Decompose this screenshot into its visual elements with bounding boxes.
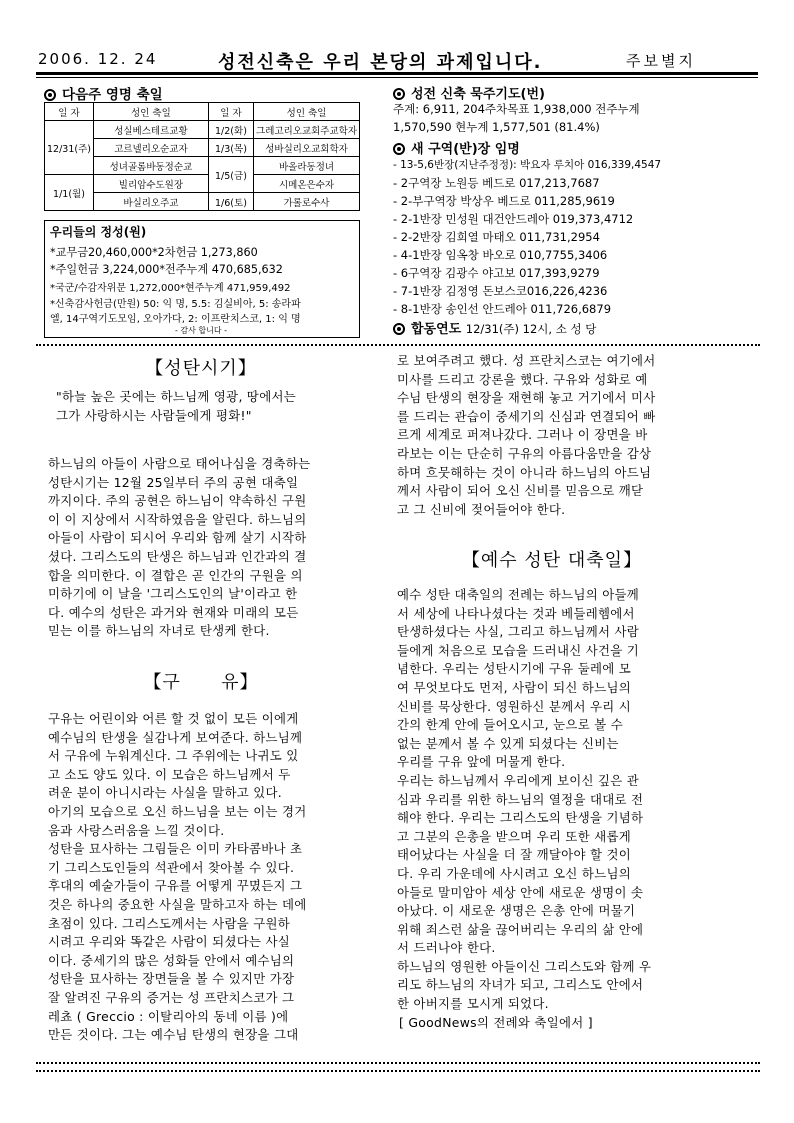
list-item: - 13-5,6반장(지난주정정): 박요자 루치아 016,339,4547 xyxy=(393,159,662,171)
saint-cell: 바실리오주교 xyxy=(93,193,208,211)
bullet-circle-icon xyxy=(393,323,405,335)
bullet-circle-icon xyxy=(44,89,56,101)
offering-title: 우리들의 정성(원) xyxy=(50,225,147,239)
bulletin-date: 2006. 12. 24 xyxy=(38,50,158,68)
text-line: 리도 하느님의 자녀가 되고, 그리스도 안에서 xyxy=(397,977,644,993)
text-line: 성탄을 묘사하는 장면들을 볼 수 있지만 가장 xyxy=(48,971,295,987)
text-line: 라보는 이는 단순히 구유의 아름다움만을 감상 xyxy=(397,445,652,461)
feast-heading-text: 다음주 영명 축일 xyxy=(62,87,163,103)
text-line: 간의 한계 안에 들어오시고, 눈으로 볼 수 xyxy=(397,717,623,733)
offering-line: *국군/수감자위문 1,272,000*현주누계 471,959,492 xyxy=(50,283,291,294)
offering-line: 엘, 14구역기도모임, 오아가다, 2: 이프란치스코, 1: 익 명 xyxy=(50,314,301,325)
text-line: 이다. 중세기의 많은 성화들 안에서 예수님의 xyxy=(48,952,295,968)
text-line: 성탄시기는 12월 25일부터 주의 공현 대축일 xyxy=(48,474,299,490)
prayer-line: 주계: 6,911, 204주차목표 1,938,000 전주누계 xyxy=(393,102,640,116)
district-heading-text: 새 구역(반)장 임명 xyxy=(411,142,520,157)
text-line: 아들로 말미암아 세상 안에 새로운 생명이 솟 xyxy=(397,884,644,900)
section-separator xyxy=(36,1062,760,1064)
text-line: 레쵸 ( Greccio : 이탈리아의 동네 이름 )에 xyxy=(48,1008,289,1024)
feast-heading xyxy=(44,83,163,103)
section-separator xyxy=(36,1070,760,1072)
text-line: 까지이다. 주의 공현은 하느님이 약속하신 구원 xyxy=(48,493,307,509)
column-header: 일 자 xyxy=(45,103,94,121)
joint-heading-text: 합동연도 xyxy=(411,322,462,337)
feast-table xyxy=(44,102,360,211)
section-separator xyxy=(36,344,760,346)
text-line: 고 그분의 은총을 받으며 우리 또한 새롭게 xyxy=(397,828,632,844)
saint-cell: 성실베스테르교황 xyxy=(93,121,208,139)
table-row xyxy=(45,121,360,139)
text-line: 우리는 하느님께서 우리에게 보이신 깊은 관 xyxy=(397,772,640,788)
list-item: - 7-1반장 김정영 돈보스코016,226,4236 xyxy=(393,284,608,298)
text-line: 심과 우리를 위한 하느님의 열정을 대대로 전 xyxy=(397,791,644,807)
date-cell: 1/1(월) xyxy=(45,175,94,211)
header-rule-thin xyxy=(36,77,758,78)
list-item: - 2-2반장 김희열 마태오 011,731,2954 xyxy=(393,230,600,244)
date-cell: 1/2(화) xyxy=(208,121,253,139)
column-header: 일 자 xyxy=(208,103,253,121)
header-rule xyxy=(36,72,758,75)
text-line: 께서 사람이 되어 오신 신비를 믿음으로 깨닫 xyxy=(397,483,644,499)
bulletin-headline: 성전신축은 우리 본당의 과제입니다. xyxy=(218,52,543,73)
text-line: 만든 것이다. 그는 예수님 탄생의 현장을 그대 xyxy=(48,1027,299,1043)
list-item: - 6구역장 김광수 야고보 017,393,9279 xyxy=(393,266,600,280)
text-line: 합을 의미한다. 이 결합은 곧 인간의 구원을 의 xyxy=(48,567,303,583)
text-line: 다. 우리 가운데에 사시려고 오신 하느님의 xyxy=(397,865,632,881)
text-line: 잘 알려진 구유의 증거는 성 프란치스코가 그 xyxy=(48,989,295,1005)
text-line: 수님 탄생의 현장을 재현해 놓고 거기에서 미사 xyxy=(397,390,656,406)
joint-heading xyxy=(393,318,596,337)
text-line: 예수님의 탄생을 실감나게 보여준다. 하느님께 xyxy=(48,729,303,745)
text-line: 이 이 지상에서 시작하였음을 알린다. 하느님의 xyxy=(48,511,307,527)
text-line: 시려고 우리와 똑같은 사람이 되셨다는 사실 xyxy=(48,934,291,950)
feastday-body xyxy=(397,586,707,1032)
prayer-line: 1,570,590 현누계 1,577,501 (81.4%) xyxy=(393,120,600,134)
column-header: 성인 축일 xyxy=(93,103,208,121)
saint-cell: 시메온은수자 xyxy=(254,175,360,193)
text-line: 로 보여주려고 했다. 성 프란치스코는 여기에서 xyxy=(397,353,656,368)
saint-cell: 성녀골롬바동정순교 xyxy=(93,157,208,175)
list-item: - 2구역장 노원등 베드로 017,213,7687 xyxy=(393,176,600,190)
offering-line: *주일헌금 3,224,000*전주누계 470,685,632 xyxy=(50,263,283,276)
text-line: 념한다. 우리는 성탄시기에 구유 둘레에 모 xyxy=(397,661,632,677)
list-item: - 4-1반장 임옥창 바오로 010,7755,3406 xyxy=(393,248,608,262)
feastday-title: 【예수 성탄 대축일】 xyxy=(461,550,643,571)
bulletin-tag: 주보별지 xyxy=(626,52,696,70)
manger-body xyxy=(48,710,358,1045)
text-line: 아기의 모습으로 오신 하느님을 보는 이는 경거 xyxy=(48,803,307,819)
text-line: 후대의 예술가들이 구유를 어떻게 꾸몄든지 그 xyxy=(48,878,303,894)
prayer-heading-text: 성전 신축 묵주기도(번) xyxy=(411,87,545,102)
date-cell: 12/31(주) xyxy=(45,121,94,175)
text-line: 믿는 이를 하느님의 자녀로 탄생케 한다. xyxy=(48,623,270,639)
joint-text: 12/31(주) 12시, 소 성 당 xyxy=(465,322,597,336)
bullet-circle-icon xyxy=(393,88,405,100)
text-line: 아났다. 이 새로운 생명은 은총 안에 머물기 xyxy=(397,903,636,919)
saint-cell: 바올라동정녀 xyxy=(254,157,360,175)
text-line: 고 소도 양도 있다. 이 모습은 하느님께서 두 xyxy=(48,766,291,782)
text-line: 고 그 신비에 젖어들어야 한다. xyxy=(397,501,566,517)
text-line: 우리를 구유 앞에 머물게 한다. xyxy=(397,754,566,770)
text-line: 하느님의 영원한 아들이신 그리스도와 함께 우 xyxy=(397,958,652,974)
bullet-circle-icon xyxy=(393,143,405,155)
saint-cell: 성바실리오교회학자 xyxy=(254,139,360,157)
text-line: 여 무엇보다도 먼저, 사람이 되신 하느님의 xyxy=(397,679,632,695)
text-line: 서 드러나야 한다. xyxy=(397,940,496,956)
text-line: 움과 사랑스러움을 느낄 것이다. xyxy=(48,822,225,838)
text-line: 를 드리는 관습이 중세기의 신심과 연결되어 빠 xyxy=(397,408,656,424)
district-heading xyxy=(393,138,520,157)
date-cell: 1/5(금) xyxy=(208,157,253,193)
list-item: - 2-부구역장 박상우 베드로 011,285,9619 xyxy=(393,194,615,208)
text-line: 하며 흐뭇해하는 것이 아니라 하느님의 아드님 xyxy=(397,464,652,480)
feast-table-header xyxy=(45,103,360,121)
date-cell: 1/6(토) xyxy=(208,193,253,211)
date-cell: 1/3(목) xyxy=(208,139,253,157)
advent-body xyxy=(48,455,358,641)
prayer-heading xyxy=(393,83,545,102)
text-line: 신비를 묵상한다. 영원하신 분께서 우리 시 xyxy=(397,698,632,714)
manger-body-continued xyxy=(397,352,707,519)
quote-line: "하늘 높은 곳에는 하느님께 영광, 땅에서는 xyxy=(56,389,297,404)
offering-thanks: - 감사 합니다 - xyxy=(174,326,228,335)
text-line: 한 아버지를 모시게 되었다. xyxy=(397,996,549,1012)
text-line: 셨다. 그리스도의 탄생은 하느님과 인간과의 결 xyxy=(48,548,307,564)
text-line: 미사를 드리고 강론을 했다. 구유와 성화로 예 xyxy=(397,371,648,387)
text-line: 예수 성탄 대축일의 전례는 하느님의 아들께 xyxy=(397,587,640,602)
text-line: 아들이 사람이 되시어 우리와 함께 살기 시작하 xyxy=(48,530,307,546)
text-line: 하느님의 아들이 사람으로 태어나심을 경축하는 xyxy=(48,456,311,471)
saint-cell: 빌리암수도원장 xyxy=(93,175,208,193)
list-item: - 2-1반장 민성원 대건안드레아 019,373,4712 xyxy=(393,212,634,226)
list-item: - 8-1반장 송인선 안드레아 011,726,6879 xyxy=(393,302,612,316)
advent-quote xyxy=(56,388,356,425)
offering-line: *신축감사헌금(만원) 50: 익 명, 5.5: 김실비아, 5: 송라파 xyxy=(50,299,301,310)
text-line: 기 그리스도인들의 석관에서 찾아볼 수 있다. xyxy=(48,859,295,875)
text-line: 초점이 있다. 그리스도께서는 사람을 구원하 xyxy=(48,915,291,931)
source-note: [ GoodNews의 전례와 축일에서 ] xyxy=(399,1014,593,1030)
text-line: 없는 분께서 볼 수 있게 되셨다는 신비는 xyxy=(397,735,619,751)
text-line: 위해 죄스런 삶을 끊어버리는 우리의 삶 안에 xyxy=(397,921,644,937)
text-line: 미하기에 이 날을 '그리스도인의 날'이라고 한 xyxy=(48,586,298,602)
text-line: 해야 한다. 우리는 그리스도의 탄생을 기념하 xyxy=(397,810,644,826)
text-line: 성탄을 묘사하는 그림들은 이미 카타콤바나 초 xyxy=(48,841,303,857)
text-line: 태어났다는 사실을 더 잘 깨달아야 할 것이 xyxy=(397,847,632,863)
manger-title: 【구 유】 xyxy=(143,672,259,693)
text-line: 서 구유에 누워계신다. 그 주위에는 나귀도 있 xyxy=(48,748,299,764)
saint-cell: 고르넬리오순교자 xyxy=(93,139,208,157)
offering-line: *교무금20,460,000*2차헌금 1,273,860 xyxy=(50,246,258,259)
saint-cell: 그레고리오교회주교학자 xyxy=(254,121,360,139)
text-line: 구유는 어린이와 어른 할 것 없이 모든 이에게 xyxy=(48,711,299,726)
text-line: 다. 예수의 성탄은 과거와 현재와 미래의 모든 xyxy=(48,604,299,620)
text-line: 서 세상에 나타나셨다는 것과 베들레헴에서 xyxy=(397,605,635,621)
text-line: 들에게 처음으로 모습을 드러내신 사건을 기 xyxy=(397,642,640,658)
advent-title: 【성탄시기】 xyxy=(145,358,257,379)
text-line: 탄생하셨다는 사실, 그리고 하느님께서 사람 xyxy=(397,624,640,640)
table-row xyxy=(45,175,360,193)
quote-line: 그가 사랑하시는 사람들에게 평화!" xyxy=(56,407,252,423)
column-header: 성인 축일 xyxy=(254,103,360,121)
text-line: 르게 세계로 퍼져나갔다. 그러나 이 장면을 바 xyxy=(397,427,648,443)
text-line: 것은 하나의 중요한 사실을 말하고자 하는 데에 xyxy=(48,896,307,912)
saint-cell: 가롤로수사 xyxy=(254,193,360,211)
text-line: 려운 분이 아니시라는 사실을 말하고 있다. xyxy=(48,785,283,801)
